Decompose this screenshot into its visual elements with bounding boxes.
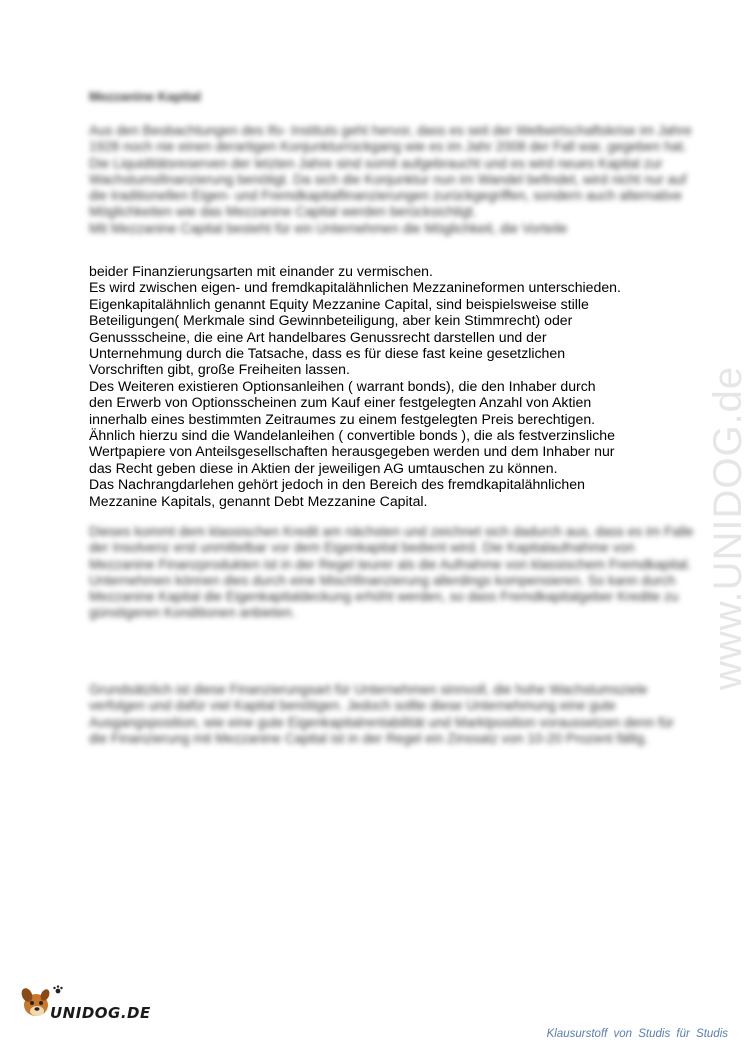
blurred-text: Grundsätzlich ist diese Finanzierungsart für Unternehmen sinnvoll, die hohe Wachstumsziele verfolgen und dafür viel Kapital benötigen. Jedoch sollte diese Unternehmung eine gute Ausgangsposition, wie eine gute Eigenkapitalrentabilität und Marktposition voraussetzen denn für die Finanzierung mit Mezzanine Capital ist in der Regel ein Zinssatz von 10-20 Prozent fällig. bbox=[89, 682, 674, 746]
text-line: den Erwerb von Optionsscheinen zum Kauf einer festgelegten Anzahl von Aktien bbox=[89, 394, 592, 411]
text-line: Wertpapiere von Anteilsgesellschaften herausgegeben werden und dem Inhaber nur bbox=[89, 443, 615, 460]
text-line: Genussscheine, die eine Art handelbares Genussrecht darstellen und der bbox=[89, 328, 547, 345]
document-title: Mezzanine Kapital bbox=[89, 89, 201, 104]
text-line: Vorschriften gibt, große Freiheiten lassen. bbox=[89, 361, 350, 378]
blurred-text: Dieses kommt dem klassischen Kredit am nächsten und zeichnet sich dadurch aus, dass es im Falle der Insolvenz erst unmittelbar vor dem Eigenkapital bedient wird. Die Kapitalaufnahme von Mezzanine Finanzprodukten ist in der Regel teurer als die Aufnahme von klassischem Fremdkapital. Unternehmen können dies durch eine Mischfinanzierung allerdings kompensieren. So kann durch Mezzanine Kapital die Eigenkapitaldeckung erhöht werden, so dass Fremdkapitalgeber Kredite zu günstigeren Konditionen anbieten. bbox=[89, 524, 694, 621]
blurred-text: Aus den Beobachtungen des Ifo- Instituts geht hervor, dass es seit der Weltwirtschaftskrise im Jahre 1928 noch nie einen derartigen Konjunkturrückgang wie es im Jahr 2008 der Fall war, gegeben hat. Die Liquiditätsreserven der letzten Jahre sind somit aufgebraucht und es wird neues Kapital zur Wachstumsfinanzierung benötigt. Da sich die Konjunktur nun im Wandel befindet, wird nicht nur auf die traditionellen Eigen- und Fremdkapitalfinanzierungen zurückgegriffen, sondern auch alternative Möglichkeiten wie das Mezzanine Capital werden berücksichtigt. bbox=[89, 123, 692, 220]
text-line: Mezzanine Kapitals, genannt Debt Mezzanine Capital. bbox=[89, 492, 428, 509]
text-line: Es wird zwischen eigen- und fremdkapitalähnlichen Mezzanineformen unterschieden. bbox=[89, 279, 621, 296]
dog-nose-shape bbox=[35, 1007, 40, 1011]
blurred-intro-paragraph bbox=[89, 123, 694, 237]
text-line: Des Weiteren existieren Optionsanleihen ( warrant bonds), die den Inhaber durch bbox=[89, 377, 596, 394]
blurred-middle-paragraph bbox=[89, 524, 694, 622]
dog-eye-shape bbox=[30, 1001, 34, 1005]
logo-text[interactable]: UNIDOG.DE bbox=[50, 1004, 151, 1022]
text-line: Ähnlich hierzu sind die Wandelanleihen ( convertible bonds ), die als festverzinsliche bbox=[89, 427, 615, 444]
footer-tagline: Klausurstoff von Studis für Studis bbox=[546, 1028, 728, 1040]
text-line: das Recht geben diese in Aktien der jeweiligen AG umtauschen zu können. bbox=[89, 459, 558, 476]
visible-text-block bbox=[89, 263, 699, 509]
blurred-final-paragraph bbox=[89, 682, 694, 747]
text-line: Unternehmung durch die Tatsache, dass es für diese fast keine gesetzlichen bbox=[89, 345, 566, 362]
text-line: beider Finanzierungsarten mit einander zu vermischen. bbox=[89, 263, 433, 279]
watermark-text: www.UNIDOG.de bbox=[706, 365, 750, 690]
text-line: Eigenkapitalähnlich genannt Equity Mezzanine Capital, sind beispielsweise stille bbox=[89, 295, 589, 312]
text-line: Das Nachrangdarlehen gehört jedoch in den Bereich des fremdkapitalähnlichen bbox=[89, 476, 585, 493]
text-line: Beteiligungen( Merkmale sind Gewinnbeteiligung, aber kein Stimmrecht) oder bbox=[89, 312, 573, 329]
text-line: innerhalb eines bestimmten Zeitraumes zu einem festgelegten Preis berechtigen. bbox=[89, 410, 596, 427]
blurred-text: Mit Mezzanine Capital besteht für ein Unternehmen die Möglichkeit, die Vorteile bbox=[89, 220, 568, 236]
dog-eye-shape bbox=[39, 1001, 43, 1005]
